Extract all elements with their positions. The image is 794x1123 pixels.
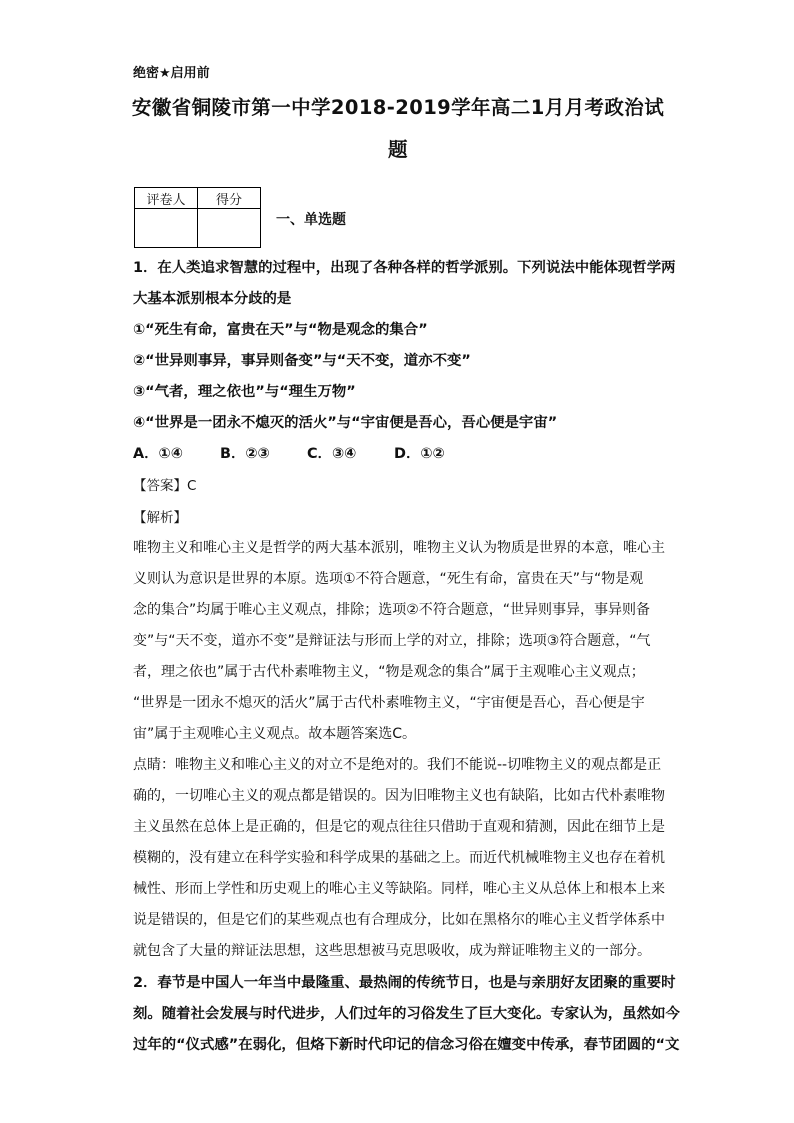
q2-stem-line: 2．春节是中国人一年当中最隆重、最热闹的传统节日，也是与亲朋好友团聚的重要时 [133,975,676,991]
note-line: 说是错误的，但是它们的某些观点也有合理成分，比如在黑格尔的唯心主义哲学体系中 [133,912,665,928]
q1-analysis-label: 【解析】 [133,510,187,526]
analysis-line: 宙”属于主观唯心主义观点。故本题答案选C。 [133,726,417,742]
score-table [134,187,261,248]
q1-stem-line: 大基本派别根本分歧的是 [133,291,292,307]
note-line: 确的，一切唯心主义的观点都是错误的。因为旧唯物主义也有缺陷，比如古代朴素唯物 [133,788,665,804]
q1-statement: ①“死生有命，富贵在天”与“物是观念的集合” [133,322,428,338]
option-b: B．②③ [220,446,270,462]
q2-stem-line: 过年的“仪式感”在弱化，但烙下新时代印记的信念习俗在嬗变中传承，春节团圆的“文 [133,1037,680,1053]
q1-statement: ③“气者，理之依也”与“理生万物” [133,384,356,400]
grader-header: 评卷人 [135,188,198,209]
option-c: C．③④ [307,446,357,462]
q1-options [133,442,445,463]
score-cell [198,209,261,248]
note-line: 点睛：唯物主义和唯心主义的对立不是绝对的。我们不能说--切唯物主义的观点都是正 [133,757,662,773]
note-line: 模糊的，没有建立在科学实验和科学成果的基础之上。而近代机械唯物主义也存在着机 [133,850,665,866]
q1-answer: 【答案】C [133,478,197,494]
q2-stem-line: 刻。随着社会发展与时代进步，人们过年的习俗发生了巨大变化。专家认为，虽然如今 [133,1006,680,1022]
q1-statement: ④“世界是一团永不熄灭的活火”与“宇宙便是吾心，吾心便是宇宙” [133,415,558,431]
analysis-line: 义则认为意识是世界的本原。选项①不符合题意，“死生有命，富贵在天”与“物是观 [133,571,644,587]
q1-statement: ②“世异则事异，事异则备变”与“天不变，道亦不变” [133,353,471,369]
note-line: 械性、形而上学性和历史观上的唯心主义等缺陷。同样，唯心主义从总体上和根本上来 [133,881,665,897]
score-header: 得分 [198,188,261,209]
q1-stem-line: 1．在人类追求智慧的过程中，出现了各种各样的哲学派别。下列说法中能体现哲学两 [133,260,676,276]
analysis-line: 念的集合”均属于唯心主义观点，排除；选项②不符合题意，“世异则事异，事异则备 [133,602,651,618]
analysis-line: 变”与“天不变，道亦不变”是辩证法与形而上学的对立，排除；选项③符合题意，“气 [133,633,651,649]
option-d: D．①② [394,446,445,462]
analysis-line: 者，理之依也”属于古代朴素唯物主义，“物是观念的集合”属于主观唯心主义观点； [133,664,645,680]
analysis-line: 唯物主义和唯心主义是哲学的两大基本派别，唯物主义认为物质是世界的本意，唯心主 [133,540,665,556]
note-line: 就包含了大量的辩证法思想，这些思想被马克思吸收，成为辩证唯物主义的一部分。 [133,943,651,959]
secret-mark: 绝密★启用前 [133,66,210,81]
exam-title: 安徽省铜陵市第一中学2018-2019学年高二1月月考政治试 [131,96,665,119]
analysis-line: “世界是一团永不熄灭的活火”属于古代朴素唯物主义，“宇宙便是吾心，吾心便是宇 [133,695,645,711]
note-line: 主义虽然在总体上是正确的，但是它的观点往往只借助于直观和猜测，因此在细节上是 [133,819,665,835]
grader-cell [135,209,198,248]
option-a: A．①④ [133,446,183,462]
exam-title-continued: 题 [388,138,408,161]
section-title: 一、单选题 [276,212,346,228]
